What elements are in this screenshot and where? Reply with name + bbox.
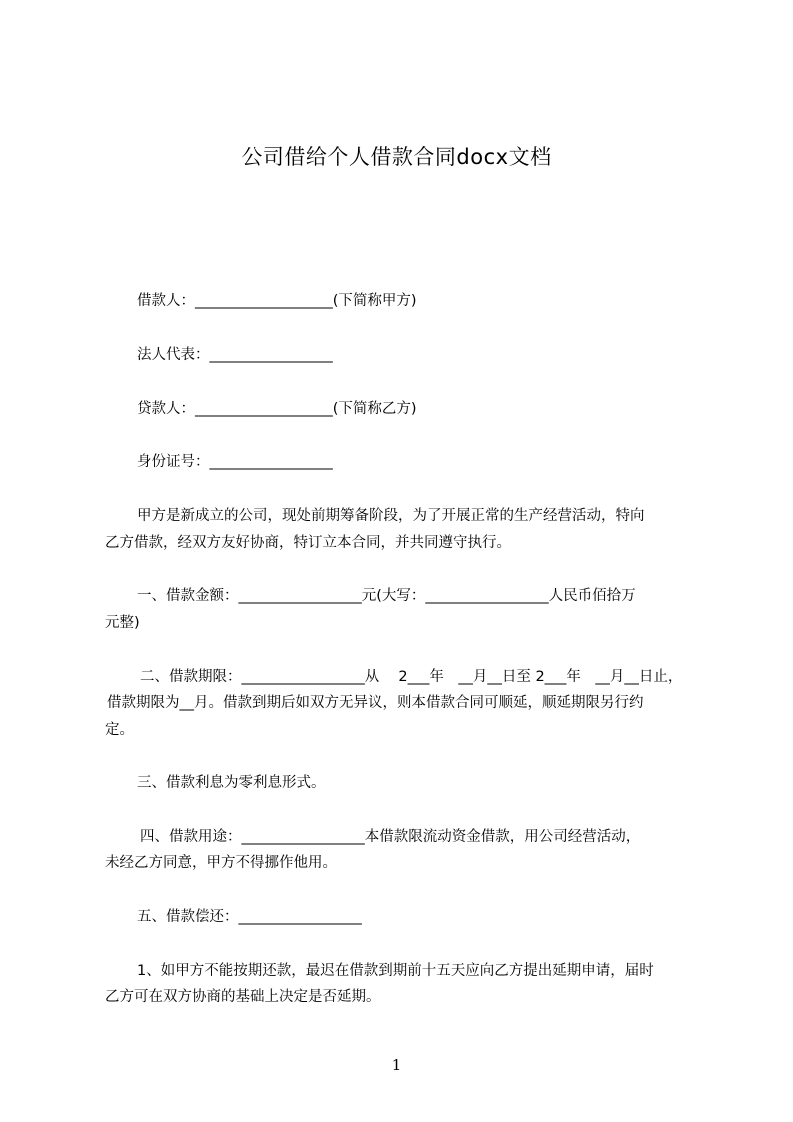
repayment-clause-line: 五、借款偿还：_________________ (137, 909, 362, 925)
purpose-clause-line-1: 四、借款用途：_________________本借款限流动资金借款，用公司经营活动， (140, 829, 641, 845)
amount-clause-line-2: 元整) (105, 615, 140, 631)
borrower-line: 借款人：___________________(下简称甲方) (137, 293, 417, 309)
intro-paragraph-line-2: 乙方借款，经双方友好协商，特订立本合同，并共同遵守执行。 (105, 535, 511, 551)
amount-clause-line-1: 一、借款金额：_________________元(大写：_________________人民币佰拾万 (137, 588, 636, 604)
lender-line: 贷款人：___________________(下简称乙方) (137, 401, 417, 417)
repayment-subclause-1-line-1: 1、如甲方不能按期还款，最迟在借款到期前十五天应向乙方提出延期申请，届时 (137, 963, 654, 979)
term-clause-line-3: 定。 (105, 722, 134, 738)
interest-clause-line: 三、借款利息为零利息形式。 (137, 775, 326, 791)
page-number: 1 (391, 1056, 402, 1074)
legal-rep-line: 法人代表：_________________ (137, 347, 333, 363)
repayment-subclause-1-line-2: 乙方可在双方协商的基础上决定是否延期。 (105, 989, 381, 1005)
term-clause-line-1: 二、借款期限：_________________从 2___年 __月__日至 2___年 __月__日止， (140, 669, 683, 685)
term-clause-line-2: 借款期限为__月。借款到期后如双方无异议，则本借款合同可顺延，顺延期限另行约 (107, 695, 644, 711)
purpose-clause-line-2: 未经乙方同意，甲方不得挪作他用。 (105, 855, 337, 871)
intro-paragraph-line-1: 甲方是新成立的公司，现处前期筹备阶段，为了开展正常的生产经营活动，特向 (137, 508, 645, 524)
id-number-line: 身份证号：_________________ (137, 454, 333, 470)
document-title: 公司借给个人借款合同docx文档 (241, 145, 552, 169)
